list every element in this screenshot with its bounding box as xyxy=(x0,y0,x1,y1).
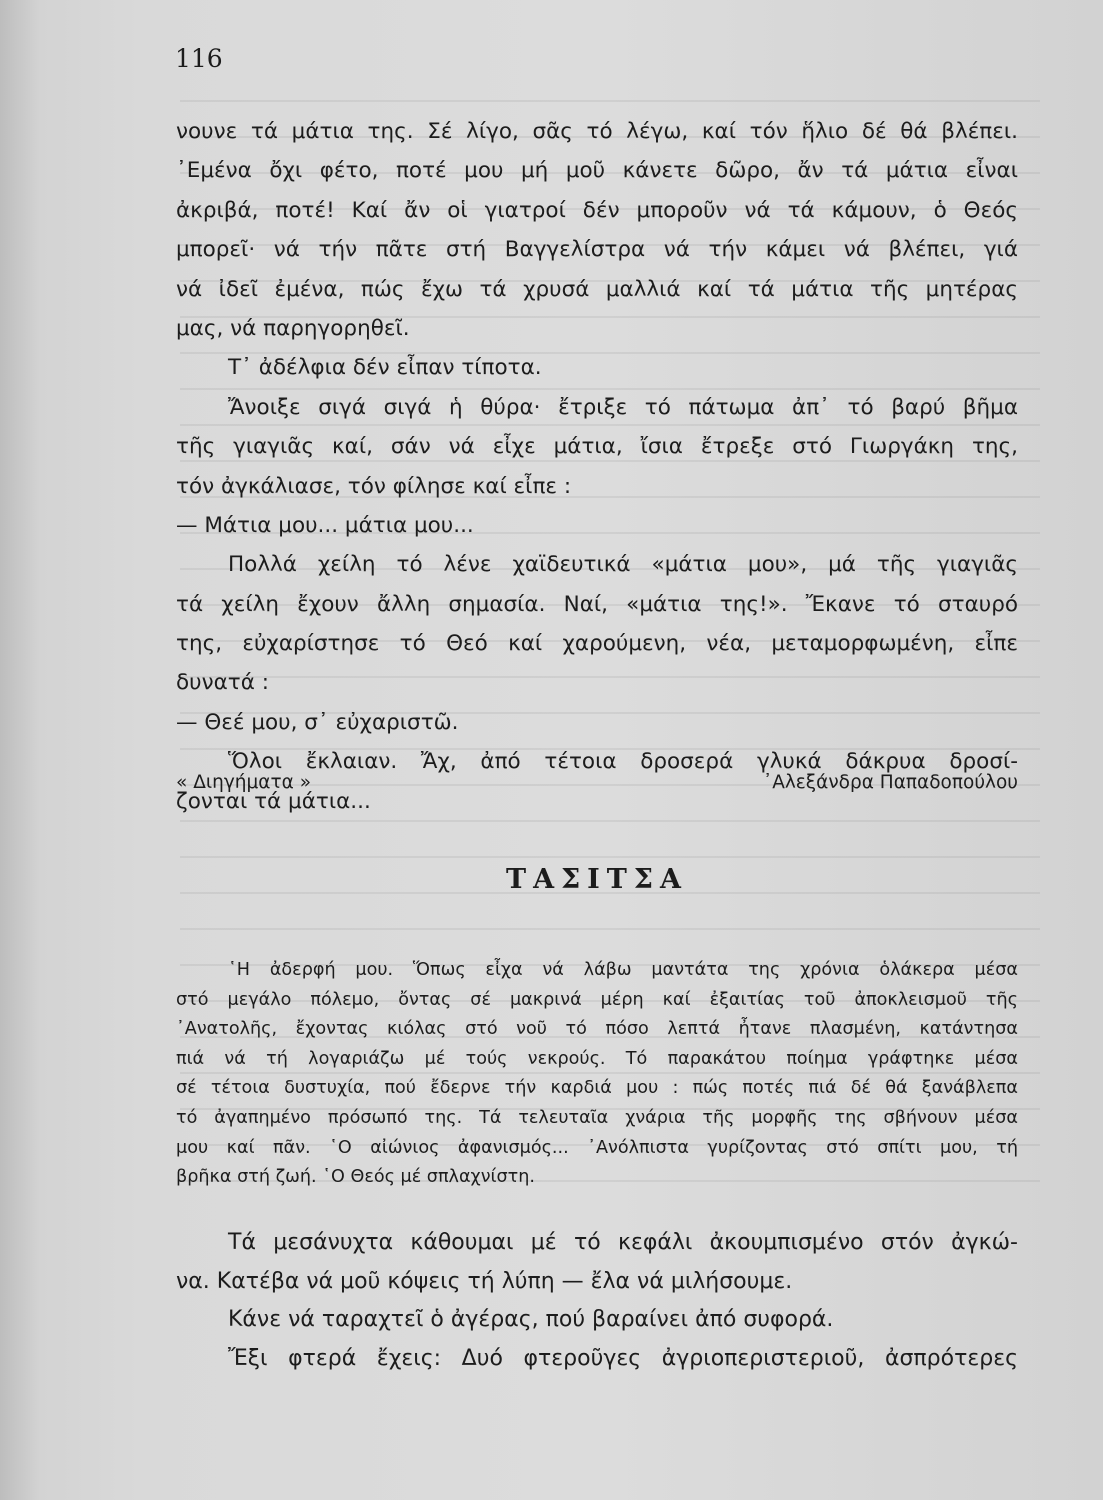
story-line: νουνε τά μάτια της. Σέ λίγο, σᾶς τό λέγω, καί τόν ἥλιο δέ θά βλέπει. xyxy=(176,119,1018,144)
poem-line: Ἔξι φτερά ἔχεις: Δυό φτεροῦγες ἀγριοπεριστεριοῦ, ἀσπρότερες xyxy=(228,1345,1018,1371)
poem-line: να. Κατέβα νά μοῦ κόψεις τή λύπη — ἔλα νά μιλήσουμε. xyxy=(176,1268,793,1294)
story-line: μπορεῖ· νά τήν πᾶτε στή Βαγγελίστρα νά τήν κάμει νά βλέπει, γιά xyxy=(176,237,1018,263)
story-line: Ὅλοι ἔκλαιαν. Ἄχ, ἀπό τέτοια δροσερά γλυκά δάκρυα δροσί- xyxy=(228,749,1018,775)
story-line: τά χείλη ἔχουν ἄλλη σημασία. Ναί, «μάτια της!». Ἔκανε τό σταυρό xyxy=(176,591,1018,617)
story-line: ζονται τά μάτια... xyxy=(176,788,371,814)
story-text xyxy=(176,112,1018,821)
story-line: Τ᾿ ἀδέλφια δέν εἶπαν τίποτα. xyxy=(228,355,542,381)
poem-line: Κάνε νά ταραχτεῖ ὁ ἀγέρας, πού βαραίνει ἀπό συφορά. xyxy=(228,1307,834,1332)
story-signature xyxy=(176,772,1018,793)
intro-line: τό ἀγαπημένο πρόσωπό της. Τά τελευταῖα χνάρια τῆς μορφῆς της σβήνουν μέσα xyxy=(176,1107,1018,1128)
story-line: ἀκριβά, ποτέ! Καί ἄν οἱ γιατροί δέν μποροῦν νά τά κάμουν, ὁ Θεός xyxy=(176,197,1018,223)
story-line: δυνατά : xyxy=(176,670,269,696)
story-line: της, εὐχαρίστησε τό Θεό καί χαρούμενη, νέα, μεταμορφωμένη, εἶπε xyxy=(176,631,1018,657)
intro-line: σέ τέτοια δυστυχία, πού ἔδερνε τήν καρδιά μου : πώς ποτές πιά δέ θά ξανάβλεπα xyxy=(176,1078,1018,1099)
story-dialogue: — Θεέ μου, σ᾿ εὐχαριστῶ. xyxy=(176,709,459,735)
story-line: τῆς γιαγιᾶς καί, σάν νά εἶχε μάτια, ἴσια ἔτρεξε στό Γιωργάκη της, xyxy=(176,434,1018,460)
intro-line: ῾Η ἀδερφή μου. Ὅπως εἶχα νά λάβω μαντάτα της χρόνια ὁλάκερα μέσα xyxy=(228,960,1018,980)
poem-title: ΤΑΣΙΤΣΑ xyxy=(506,864,688,895)
story-line: Ἄνοιξε σιγά σιγά ἡ θύρα· ἔτριξε τό πάτωμα ἀπ᾿ τό βαρύ βῆμα xyxy=(228,394,1018,420)
story-line: μας, νά παρηγορηθεῖ. xyxy=(176,315,410,341)
story-line: νά ἰδεῖ ἐμένα, πώς ἔχω τά χρυσά μαλλιά καί τά μάτια τῆς μητέρας xyxy=(176,276,1018,302)
source-title: « Διηγήματα » xyxy=(176,772,312,793)
author-name: ᾿Αλεξάνδρα Παπαδοπούλου xyxy=(762,772,1018,793)
intro-line: βρῆκα στή ζωή. ῾Ο Θεός μέ σπλαχνίστη. xyxy=(176,1167,535,1188)
intro-line: πιά νά τή λογαριάζω μέ τούς νεκρούς. Τό παρακάτου ποίημα γράφτηκε μέσα xyxy=(176,1048,1018,1069)
story-dialogue: — Μάτια μου... μάτια μου... xyxy=(176,512,474,538)
poem-text xyxy=(176,1224,1018,1378)
story-line: τόν ἀγκάλιασε, τόν φίλησε καί εἶπε : xyxy=(176,473,572,499)
intro-line: ᾿Ανατολῆς, ἔχοντας κιόλας στό νοῦ τό πόσο λεπτά ἦτανε πλασμένη, κατάντησα xyxy=(176,1019,1018,1040)
intro-line: μου καί πᾶν. ῾Ο αἰώνιος ἀφανισμός... ᾿Ανόλπιστα γυρίζοντας στό σπίτι μου, τή xyxy=(176,1137,1018,1158)
poem-line: Τά μεσάνυχτα κάθουμαι μέ τό κεφάλι ἀκουμπισμένο στόν ἀγκώ- xyxy=(228,1230,1018,1255)
page-number: 116 xyxy=(175,44,223,73)
poem-introduction xyxy=(176,956,1018,1193)
story-line: ᾿Εμένα ὄχι φέτο, ποτέ μου μή μοῦ κάνετε δῶρο, ἄν τά μάτια εἶναι xyxy=(176,158,1018,184)
intro-line: στό μεγάλο πόλεμο, ὄντας σέ μακρινά μέρη καί ἐξαιτίας τοῦ ἀποκλεισμοῦ τῆς xyxy=(176,989,1018,1010)
story-line: Πολλά χείλη τό λένε χαϊδευτικά «μάτια μου», μά τῆς γιαγιᾶς xyxy=(228,552,1018,578)
